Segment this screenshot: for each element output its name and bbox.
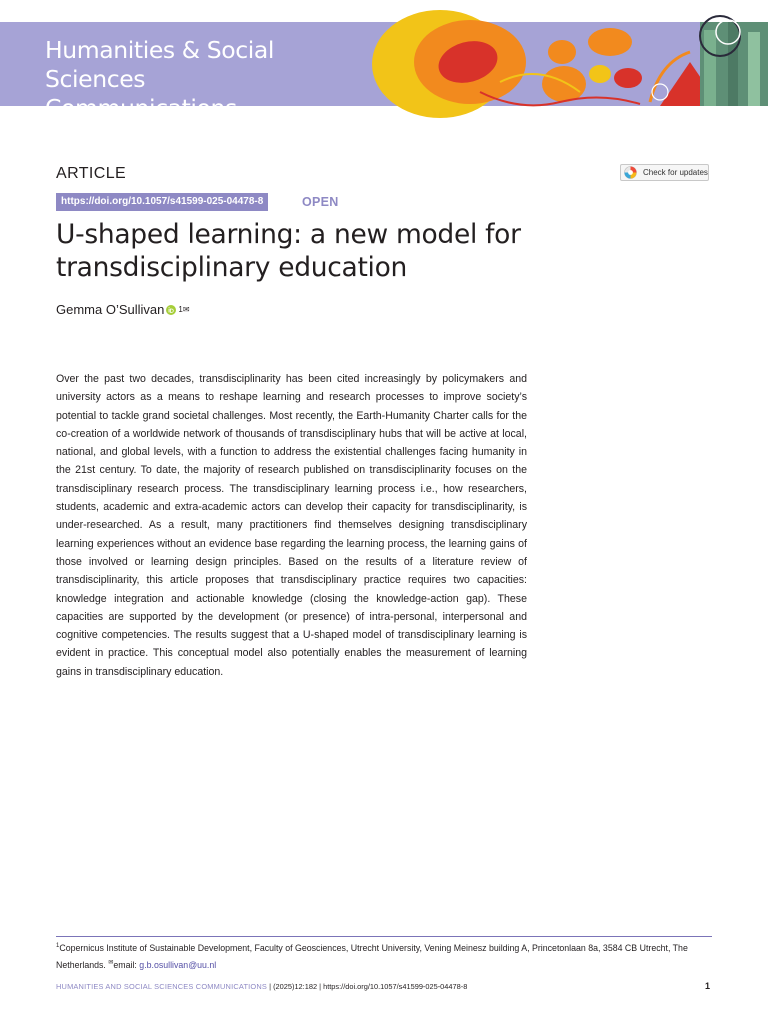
- footnote-marker: 1: [56, 943, 60, 949]
- orcid-icon[interactable]: [166, 305, 176, 315]
- check-for-updates-label: Check for updates: [643, 168, 708, 177]
- author-line: [56, 301, 190, 319]
- article-type-label: ARTICLE: [56, 165, 127, 182]
- affiliation-footnote: [56, 939, 712, 973]
- article-title: U-shaped learning: a new model for transdisciplinary education: [56, 219, 521, 283]
- journal-title-line2: Communications: [45, 94, 237, 122]
- footer-journal-name[interactable]: HUMANITIES AND SOCIAL SCIENCES COMMUNICATIONS: [56, 982, 268, 991]
- page-number: 1: [705, 981, 711, 991]
- email-label: email:: [113, 959, 137, 970]
- check-for-updates-button[interactable]: [620, 164, 709, 181]
- email-link[interactable]: g.b.osullivan@uu.nl: [139, 959, 217, 970]
- open-access-label: OPEN: [302, 195, 339, 209]
- footnote-divider: [56, 936, 712, 937]
- author-name[interactable]: Gemma O’Sullivan: [56, 302, 165, 317]
- journal-title-line1: Humanities & Social Sciences: [45, 36, 275, 93]
- email-marker: ✉: [108, 959, 114, 966]
- running-footer: [56, 982, 467, 991]
- author-affiliation-marker[interactable]: 1✉: [178, 305, 190, 314]
- doi-link[interactable]: https://doi.org/10.1057/s41599-025-04478-8: [56, 193, 268, 211]
- affiliation-text: Copernicus Institute of Sustainable Development, Faculty of Geosciences, Utrecht University, Vening Meinesz building A, Princetonlaan 8a, 3584 CB Utrecht, The Netherlands.: [56, 942, 688, 970]
- footer-citation: | (2025)12:182 | https://doi.org/10.1057/s41599-025-04478-8: [269, 982, 468, 991]
- abstract: Over the past two decades, transdisciplinarity has been cited increasingly by policymakers and university actors as a means to reshape learning and research processes to improve society’s potential to tackle grand societal challenges. Most recently, the Earth-Humanity Charter calls for the co-creation of a worldwide network of thousands of transdisciplinary hubs that will be active at local, national, and global levels, with a function to address the existential challenges facing humanity in the 21st century. To date, the majority of research published on transdisciplinarity focuses on the transdisciplinary research process. The transdisciplinary learning process i.e., how researchers, students, academic and extra-academic actors can develop their capacity for transdisciplinarity, is under-researched. As a result, many practitioners find themselves designing transdisciplinary learning experiences without an evidence base regarding the learning process, the learning gains of those involved or learning design principles. Based on the results of a literature review of transdisciplinarity, this article proposes that transdisciplinary practice requires two capacities: knowledge integration and actionable knowledge (closing the knowledge-action gap). These capacities are supported by the development (or presence) of intra-personal, interpersonal and cognitive competencies. The results suggest that a U-shaped model of transdisciplinary learning is evident in practice. This conceptual model also potentially enables the measurement of learning gains in transdisciplinary education.: [56, 373, 527, 678]
- crossmark-icon: [624, 166, 637, 179]
- journal-title[interactable]: [45, 36, 375, 123]
- journal-banner: [0, 22, 768, 122]
